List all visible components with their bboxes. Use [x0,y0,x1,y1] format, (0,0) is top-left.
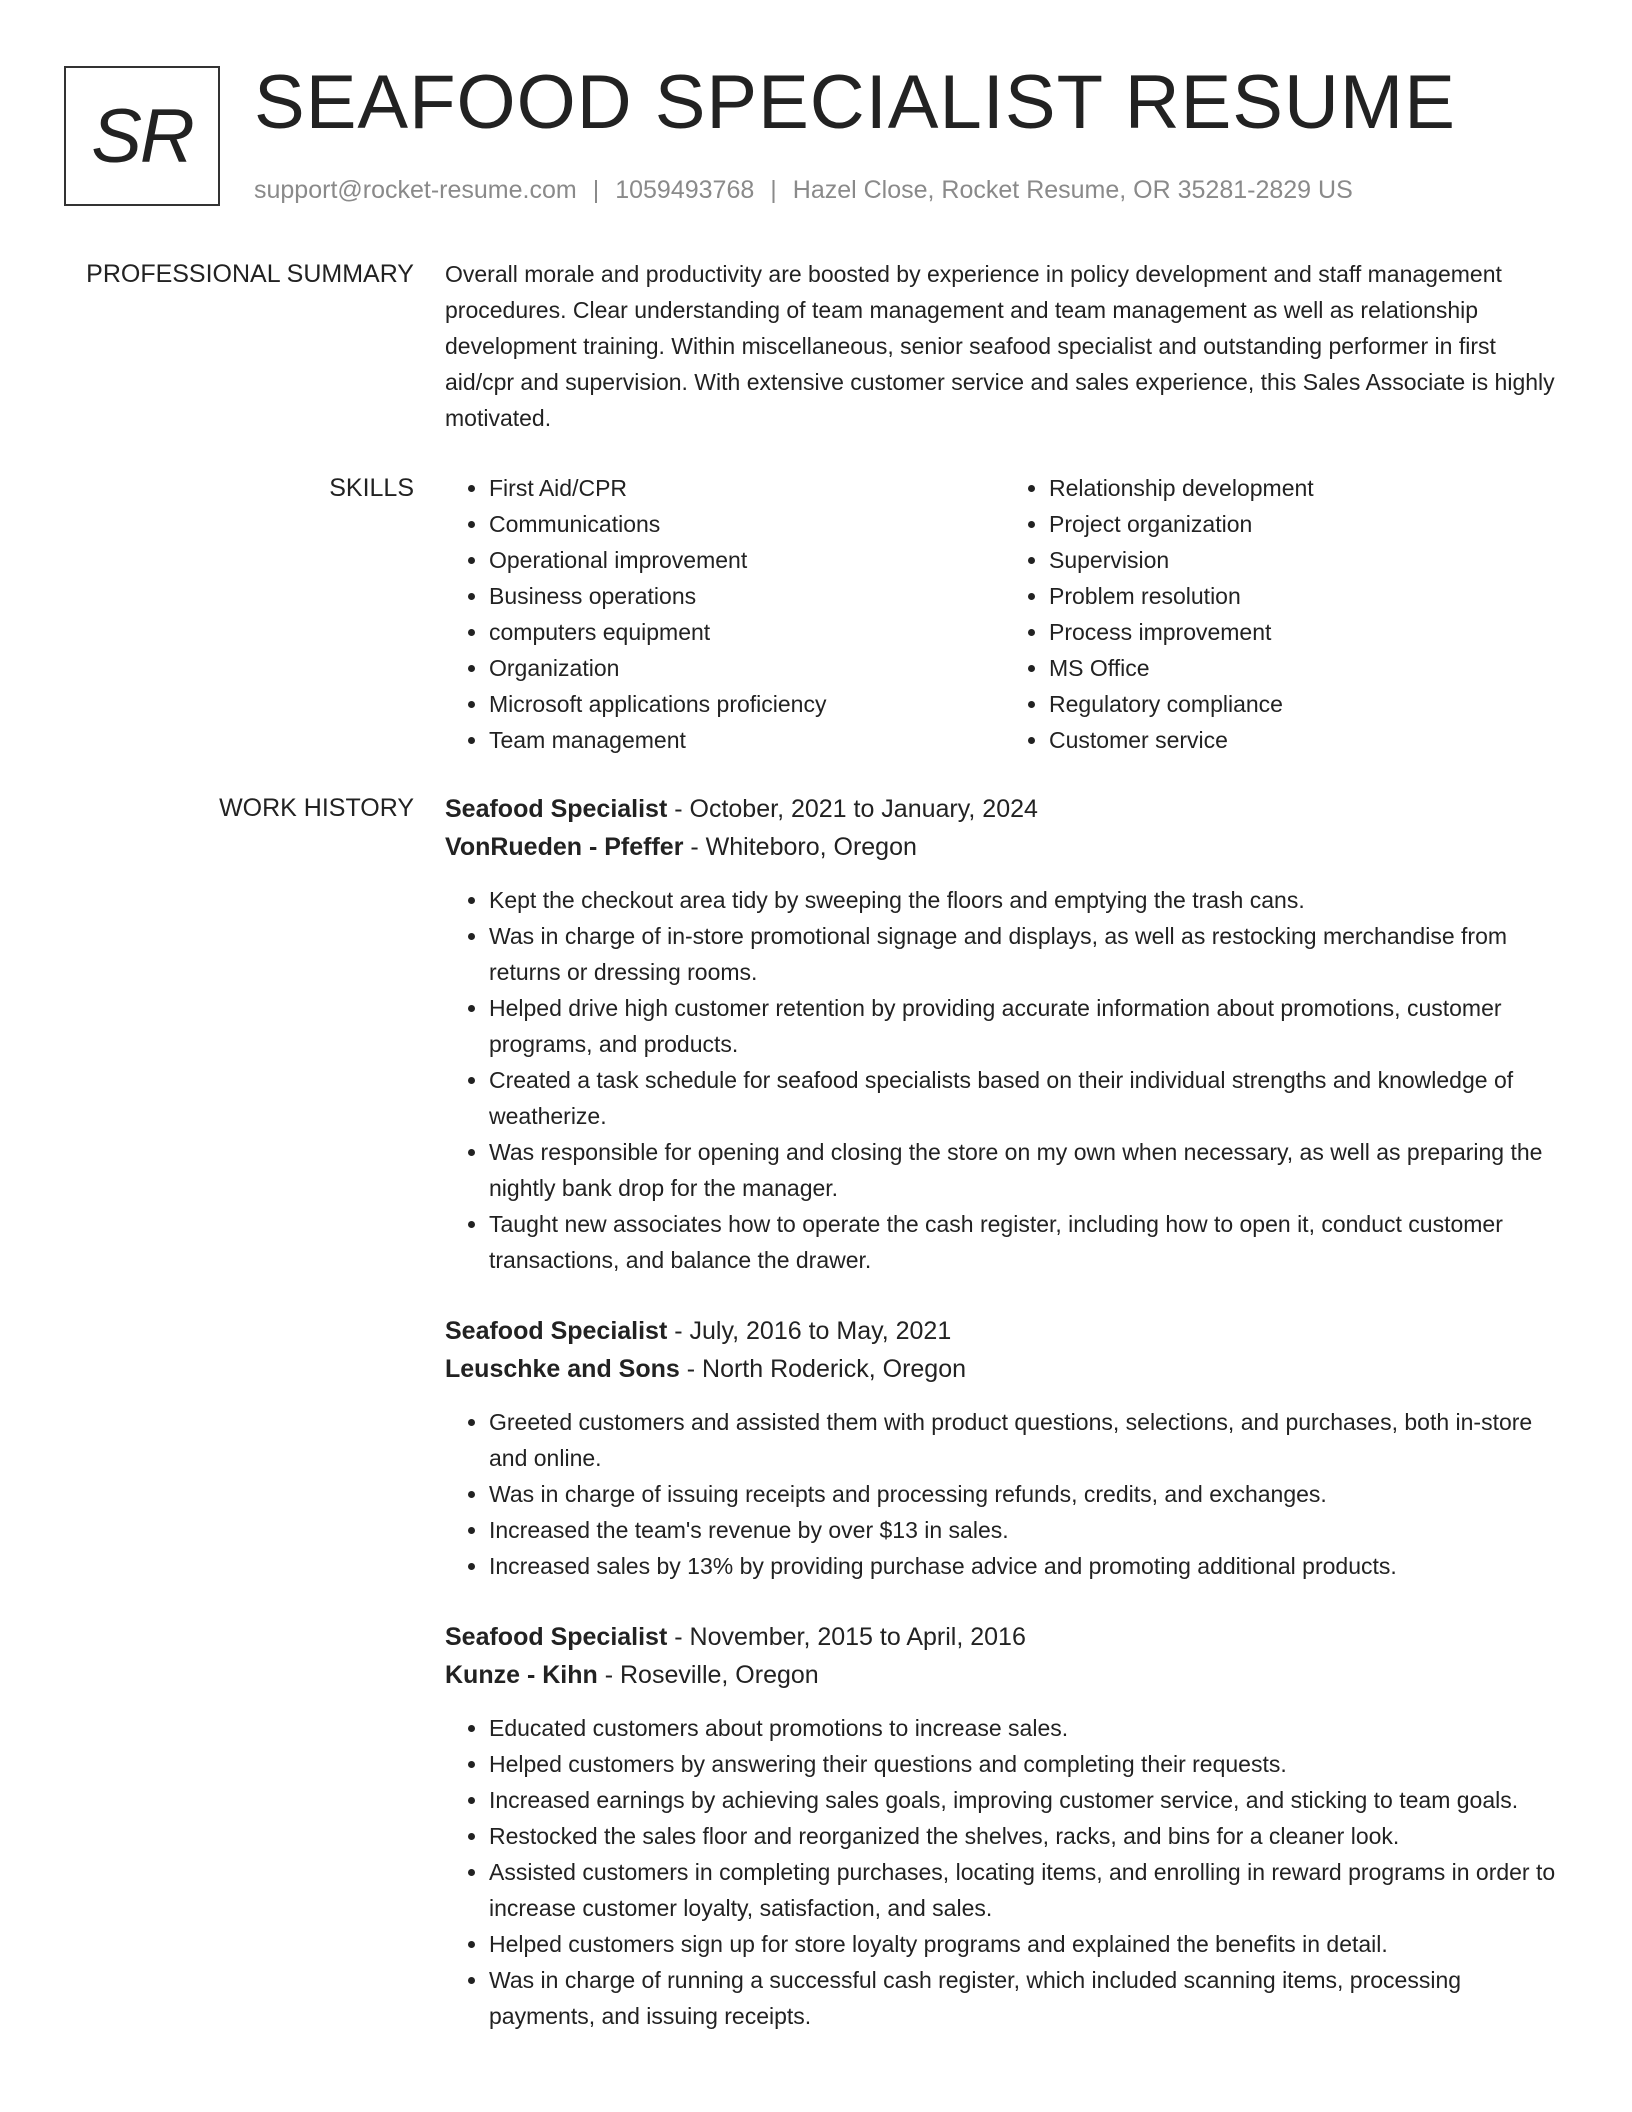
skill-item: • MS Office [1049,650,1565,686]
job-title-line [445,1618,1565,1656]
contact-email: support@rocket-resume.com [254,176,577,204]
job-company: VonRueden - Pfeffer [445,833,684,861]
job-bullet-item: • Increased earnings by achieving sales goals, improving customer service, and sticking to team goals. [489,1782,1565,1818]
job-bullet-item: • Kept the checkout area tidy by sweeping the floors and emptying the trash cans. [489,882,1565,918]
job-company: Kunze - Kihn [445,1661,598,1689]
skill-item: • First Aid/CPR [489,470,1005,506]
skill-item: • Business operations [489,578,1005,614]
job-company-line [445,828,1565,866]
job-company: Leuschke and Sons [445,1355,680,1383]
job-bullets [445,1404,1565,1584]
job-bullet-item: • Assisted customers in completing purchases, locating items, and enrolling in reward programs in order to increase customer loyalty, satisfaction, and sales. [489,1854,1565,1926]
job-bullet-item: • Created a task schedule for seafood specialists based on their individual strengths and knowledge of weatherize. [489,1062,1565,1134]
job-bullet-item: • Was in charge of in-store promotional signage and displays, as well as restocking merchandise from returns or dressing rooms. [489,918,1565,990]
job-dates: - July, 2016 to May, 2021 [667,1317,952,1345]
job-location: - Roseville, Oregon [597,1661,819,1689]
job-bullet-item: • Increased the team's revenue by over $13 in sales. [489,1512,1565,1548]
monogram-initials: SR [91,93,193,179]
job-bullet-item: • Helped customers sign up for store loyalty programs and explained the benefits in detail. [489,1926,1565,1962]
job-title-line [445,790,1565,828]
skill-item: • Organization [489,650,1005,686]
work-history-label: WORK HISTORY [219,794,414,822]
job-entry [445,1618,1565,2034]
skills-list-left [445,470,1005,758]
skill-item: • Microsoft applications proficiency [489,686,1005,722]
job-title: Seafood Specialist [445,1623,668,1651]
skill-item: • Project organization [1049,506,1565,542]
work-history-jobs [445,790,1565,2068]
job-dates: - October, 2021 to January, 2024 [667,795,1038,823]
job-bullets [445,1710,1565,2034]
job-bullet-item: • Was in charge of issuing receipts and processing refunds, credits, and exchanges. [489,1476,1565,1512]
contact-separator: | [592,176,600,204]
skills-label: SKILLS [329,474,414,502]
job-bullets [445,882,1565,1278]
job-company-line [445,1656,1565,1694]
job-bullet-item: • Greeted customers and assisted them with product questions, selections, and purchases, both in-store and online. [489,1404,1565,1476]
job-title: Seafood Specialist [445,1317,668,1345]
job-bullet-item: • Was responsible for opening and closing the store on my own when necessary, as well as preparing the nightly bank drop for the manager. [489,1134,1565,1206]
skills-columns [445,470,1565,758]
contact-line [254,172,1353,208]
monogram-box [64,66,220,206]
skill-item: • Process improvement [1049,614,1565,650]
job-bullet-item: • Was in charge of running a successful cash register, which included scanning items, processing payments, and issuing receipts. [489,1962,1565,2034]
job-location: - North Roderick, Oregon [679,1355,967,1383]
summary-label: PROFESSIONAL SUMMARY [86,260,414,288]
job-dates: - November, 2015 to April, 2016 [667,1623,1026,1651]
job-location: - Whiteboro, Oregon [683,833,917,861]
job-title-line [445,1312,1565,1350]
job-bullet-item: • Taught new associates how to operate the cash register, including how to open it, conduct customer transactions, and balance the drawer. [489,1206,1565,1278]
skill-item: • Customer service [1049,722,1565,758]
job-entry [445,1312,1565,1584]
contact-address: Hazel Close, Rocket Resume, OR 35281-2829 US [792,176,1353,204]
job-company-line [445,1350,1565,1388]
skill-item: • Problem resolution [1049,578,1565,614]
skill-item: • Team management [489,722,1005,758]
summary-text: Overall morale and productivity are boosted by experience in policy development and staff management procedures. Clear understanding of team management and team management as well as relationship development training. Within miscellaneous, senior seafood specialist and outstanding performer in first aid/cpr and supervision. With extensive customer service and sales experience, this Sales Associate is highly motivated. [445,261,1555,431]
skill-item: • Supervision [1049,542,1565,578]
job-title: Seafood Specialist [445,795,668,823]
skill-item: • Operational improvement [489,542,1005,578]
skill-item: • computers equipment [489,614,1005,650]
contact-separator: | [770,176,777,204]
contact-phone: 1059493768 [615,176,755,204]
job-bullet-item: • Helped drive high customer retention by providing accurate information about promotions, customer programs, and products. [489,990,1565,1062]
job-entry [445,790,1565,1278]
job-bullet-item: • Increased sales by 13% by providing purchase advice and promoting additional products. [489,1548,1565,1584]
job-bullet-item: • Helped customers by answering their questions and completing their requests. [489,1746,1565,1782]
skill-item: • Communications [489,506,1005,542]
job-bullet-item: • Restocked the sales floor and reorganized the shelves, racks, and bins for a cleaner look. [489,1818,1565,1854]
job-bullet-item: • Educated customers about promotions to increase sales. [489,1710,1565,1746]
skills-list-right [1005,470,1565,758]
skill-item: • Relationship development [1049,470,1565,506]
skill-item: • Regulatory compliance [1049,686,1565,722]
resume-title: SEAFOOD SPECIALIST RESUME [254,60,1456,145]
